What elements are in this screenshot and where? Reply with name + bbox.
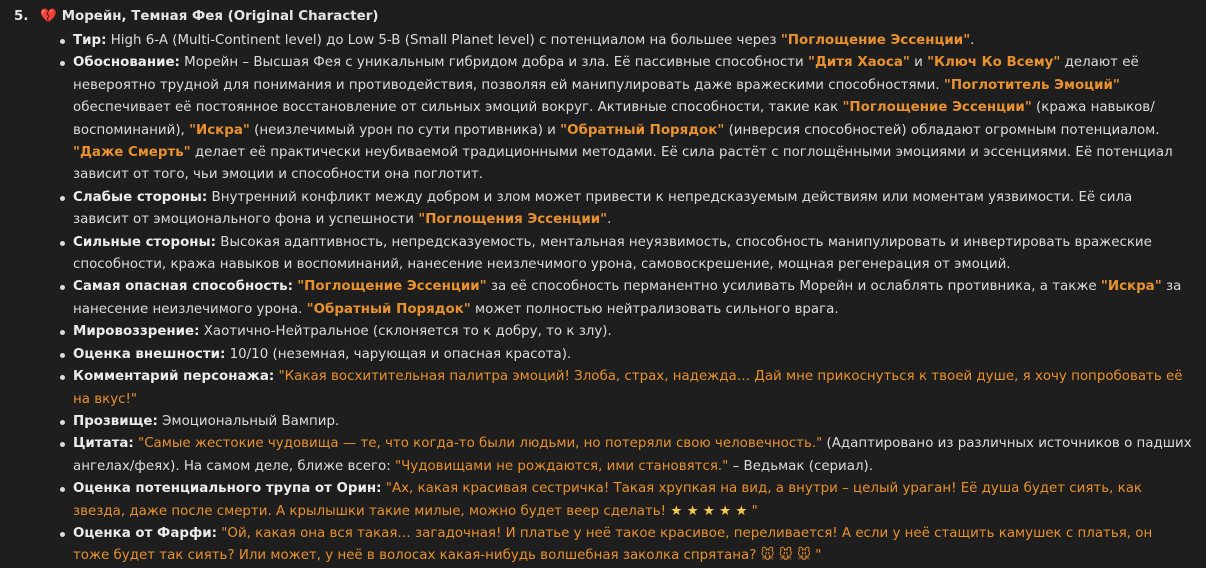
list-item xyxy=(73,321,1192,343)
ability-name: "Поглощения Эссенции" xyxy=(418,212,608,228)
list-item xyxy=(73,52,1192,186)
item-label: Обоснование: xyxy=(73,55,180,71)
ability-name: "Поглотитель Эмоций" xyxy=(943,77,1120,93)
ability-name: "Обратный Порядок" xyxy=(560,122,725,138)
quote-text: "Самые жестокие чудовища — те, что когда-то были людьми, но потеряли свою человечность." xyxy=(138,436,823,452)
list-item xyxy=(73,187,1192,232)
list-item xyxy=(73,276,1192,321)
body-text: High 6-A (Multi-Continent level) до Low 5-B (Small Planet level) с потенциалом на большее через xyxy=(110,33,781,48)
body-text: . xyxy=(607,212,612,228)
item-label: Комментарий персонажа: xyxy=(73,369,275,385)
ability-name: "Ключ Ко Всему" xyxy=(927,55,1061,71)
list-item xyxy=(73,433,1192,478)
item-label: Тир: xyxy=(73,33,107,48)
list-item xyxy=(73,478,1192,523)
body-text: (Адаптировано из различных источников о падших ангелах/феях). На самом деле, ближе всего: xyxy=(73,436,1192,474)
item-label: Цитата: xyxy=(73,436,134,452)
body-text: Морейн – Высшая Фея с уникальным гибридом добра и зла. Её пассивные способности xyxy=(184,55,809,71)
section-number: 5. xyxy=(14,9,29,24)
body-text: Внутренний конфликт между добром и злом может привести к непредсказуемым действиям или моментам уязвимости. Её сила зависит от эмоционального фона и успешности xyxy=(73,189,1133,228)
section-header xyxy=(14,6,1192,30)
body-text: (инверсия способностей) обладают огромным потенциалом. xyxy=(724,122,1160,138)
ability-name: "Искра" xyxy=(189,122,250,138)
ability-name: "Поглощение Эссенции" xyxy=(297,279,487,295)
body-text: делает её практически неубиваемой традиционными методами. Её сила растёт с поглощёнными эмоциями и эссенциями. Её потенциал зависит от того, чьи эмоции и способности она поглотит. xyxy=(73,145,1173,183)
ability-name: "Обратный Порядок" xyxy=(306,301,471,317)
body-text: за её способность перманентно усиливать Морейн и ослаблять противника, а также xyxy=(486,279,1101,295)
star-rating: ★ ★ ★ ★ ★ xyxy=(670,503,748,519)
item-label: Прозвище: xyxy=(73,413,158,429)
body-text: делают её невероятно трудной для понимания и противодействия, позволяя ей манипулировать даже вражескими способностями. xyxy=(73,55,1139,93)
item-label: Оценка от Фарфи: xyxy=(73,525,217,541)
list-item xyxy=(73,30,1192,52)
item-label: Самая опасная способность: xyxy=(73,279,293,295)
section-title: Морейн, Темная Фея (Original Character) xyxy=(61,9,379,24)
attribute-list xyxy=(14,30,1192,568)
list-item xyxy=(73,344,1192,366)
body-text: Эмоциональный Вампир. xyxy=(162,413,340,429)
body-text: Хаотично-Нейтральное (склоняется то к добру, то к злу). xyxy=(203,324,612,340)
item-label: Сильные стороны: xyxy=(73,234,216,250)
ability-name: "Даже Смерть" xyxy=(73,145,191,161)
body-text: (кража навыков/воспоминаний), xyxy=(73,100,1155,138)
quote-text: "Ой, какая она вся такая… загадочная! И платье у неё такое красивое, переливается! А если у неё стащить камушек с платья, он тоже будет так сиять? Или может, у неё в волосах какая-нибудь волшебная заколка спрятана? 🐭 🐭 🐭 " xyxy=(73,525,1153,564)
body-text: за нанесение неизлечимого урона. xyxy=(73,279,1182,317)
ability-name: "Поглощение Эссенции" xyxy=(842,100,1032,116)
item-label: Слабые стороны: xyxy=(73,189,208,205)
body-text: Высокая адаптивность, непредсказуемость, ментальная неуязвимость, способность манипулировать и инвертировать вражеские способности, кража навыков и воспоминаний, нанесение неизлечимого урона, самовоскрешение, мощная регенерация от эмоций. xyxy=(73,234,1152,273)
list-item xyxy=(73,366,1192,411)
quote-text: "Ах, какая красивая сестричка! Такая хрупкая на вид, а внутри – целый ураган! Её душа будет сиять, как звезда, даже после смерти. А крылышки такие милые, можно будет веер сделать! xyxy=(73,481,1143,519)
list-item xyxy=(73,232,1192,277)
ability-name: "Искра" xyxy=(1100,279,1162,295)
broken-heart-icon: 💔 xyxy=(40,9,57,24)
quote-text: " xyxy=(747,503,758,519)
quote-text: "Какая восхитительная палитра эмоций! Злоба, страх, надежда… Дай мне прикоснуться к твоей душе, я хочу попробовать её на вкус!" xyxy=(73,369,1183,407)
item-label: Мировоззрение: xyxy=(73,324,200,340)
body-text: может полностью нейтрализовать сильного врага. xyxy=(470,301,839,317)
body-text: обеспечивает её постоянное восстановление от сильных эмоций вокруг. Активные способности, такие как xyxy=(73,100,843,116)
ability-name: "Дитя Хаоса" xyxy=(808,55,910,71)
body-text: (неизлечимый урон по сути противника) и xyxy=(249,122,561,138)
body-text: и xyxy=(909,55,928,71)
list-item xyxy=(73,411,1192,433)
ability-name: "Поглощение Эссенции" xyxy=(780,33,971,48)
body-text: 10/10 (неземная, чарующая и опасная красота). xyxy=(229,346,572,362)
list-item xyxy=(73,523,1192,568)
item-label: Оценка потенциального трупа от Орин: xyxy=(73,481,382,497)
body-text: – Ведьмак (сериал). xyxy=(728,458,874,474)
body-text: . xyxy=(970,33,975,48)
quote-text: "Чудовищами не рождаются, ими становятся." xyxy=(394,458,729,474)
item-label: Оценка внешности: xyxy=(73,346,226,362)
